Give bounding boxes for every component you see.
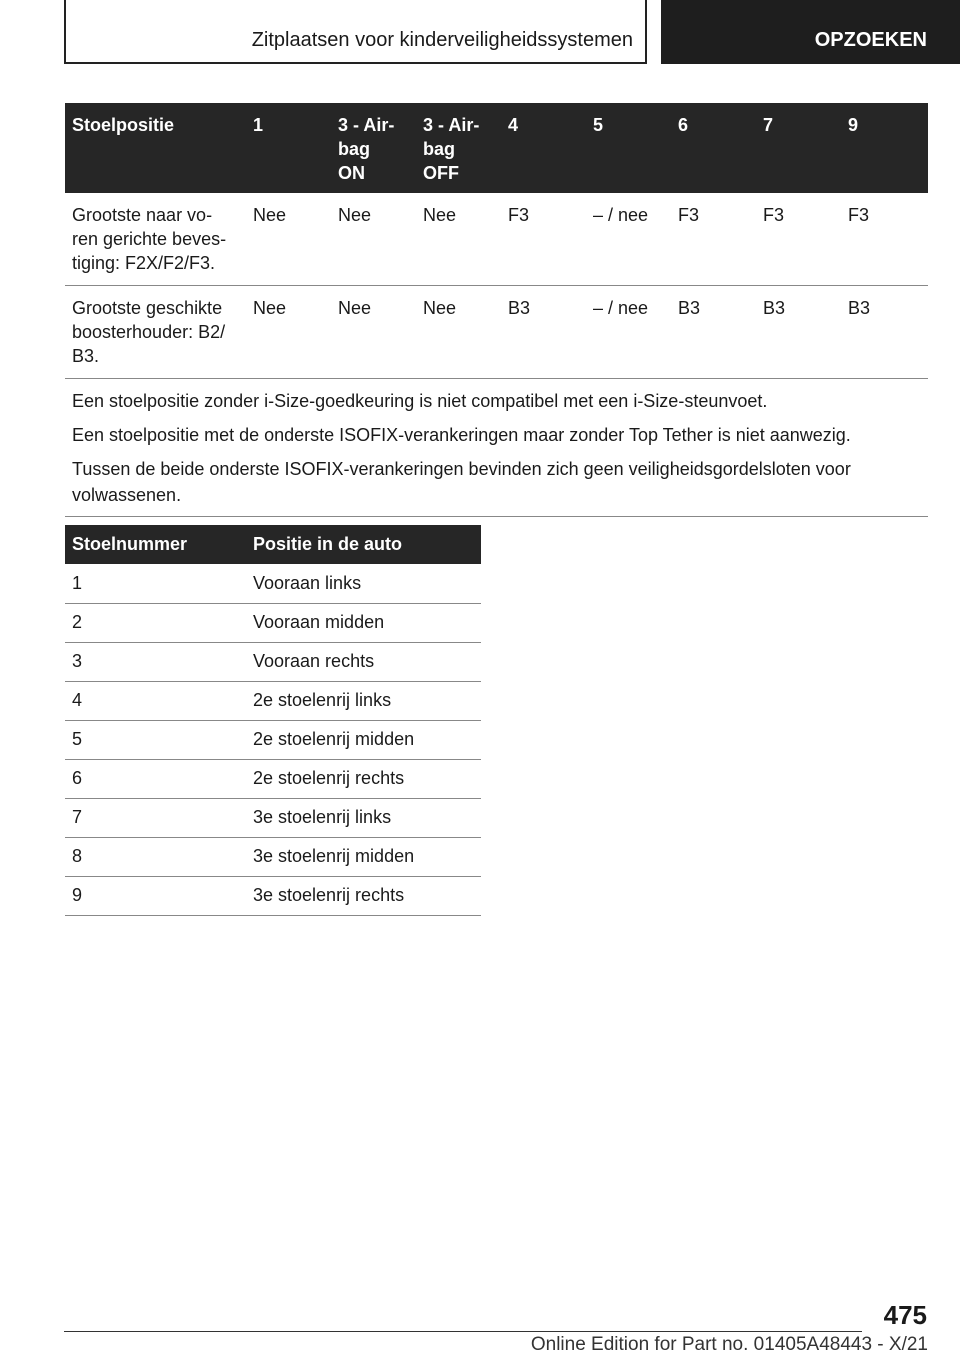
column-header: Stoelpositie [65,103,246,193]
seat-number: 9 [65,876,246,915]
table-row [65,681,481,720]
footer-divider [64,1331,862,1332]
section-title: Zitplaatsen voor kinderveiligheidssystemen [251,29,633,51]
opzoeken-tab-label: OPZOEKEN [814,29,927,51]
seat-number: 3 [65,642,246,681]
seat-number: 7 [65,798,246,837]
seat-number: 8 [65,837,246,876]
seat-number: 4 [65,681,246,720]
table-notes [65,379,928,517]
table-row [65,876,481,915]
column-header: 7 [756,103,841,193]
edition-text: Online Edition for Part no. 01405A48443 - X/21 [530,1334,928,1355]
seat-position: 2e stoelenrij links [246,681,481,720]
note-text: Een stoelpositie zonder i-Size-goedkeuring is niet compatibel met een i-Size-steunvoet. [72,391,768,411]
table-row [65,193,928,286]
table-notes-row [65,379,928,517]
table-cell: B3 [841,286,928,379]
table-cell: Nee [246,193,331,286]
column-header: 9 [841,103,928,193]
section-header [64,0,647,64]
table-header-row [65,103,928,193]
opzoeken-tab[interactable] [661,0,960,64]
table-row [65,286,928,379]
seat-position: 3e stoelenrij midden [246,837,481,876]
table-row [65,603,481,642]
seat-number: 1 [65,564,246,603]
column-header: 4 [501,103,586,193]
table-cell: B3 [501,286,586,379]
column-header: Positie in de auto [246,525,481,564]
seat-position: 3e stoelenrij links [246,798,481,837]
seat-position: 3e stoelenrij rechts [246,876,481,915]
seat-number: 6 [65,759,246,798]
table-cell: B3 [756,286,841,379]
table-cell: F3 [501,193,586,286]
table-cell: Nee [416,193,501,286]
seat-number: 2 [65,603,246,642]
column-header: Stoelnummer [65,525,246,564]
table-row [65,642,481,681]
table-row [65,837,481,876]
column-header: 1 [246,103,331,193]
table-cell: F3 [671,193,756,286]
table-cell: F3 [756,193,841,286]
seat-position: 2e stoelenrij midden [246,720,481,759]
seat-position: Vooraan links [246,564,481,603]
column-header: 6 [671,103,756,193]
note-text: Tussen de beide onderste ISOFIX-verankeringen bevinden zich geen veiligheidsgordelsloten voor volwassenen. [72,459,851,505]
table-cell: Grootste naar vo- ren gerichte beves- tiging: F2X/F2/F3. [65,193,246,286]
seat-position: 2e stoelenrij rechts [246,759,481,798]
table-cell: F3 [841,193,928,286]
seat-position: Vooraan midden [246,603,481,642]
column-header: 3 - Air- bag ON [331,103,416,193]
table-cell: – / nee [586,286,671,379]
note-text: Een stoelpositie met de onderste ISOFIX-verankeringen maar zonder Top Tether is niet aanwezig. [72,425,851,445]
column-header: 3 - Air- bag OFF [416,103,501,193]
table-cell: Nee [416,286,501,379]
table-row [65,798,481,837]
table-cell: Nee [331,286,416,379]
table-cell: – / nee [586,193,671,286]
table-header-row [65,525,481,564]
seat-position-table [65,103,928,517]
column-header: 5 [586,103,671,193]
seat-number: 5 [65,720,246,759]
table-cell: Nee [331,193,416,286]
seat-position: Vooraan rechts [246,642,481,681]
table-row [65,759,481,798]
table-row [65,564,481,603]
table-cell: Nee [246,286,331,379]
table-cell: Grootste geschikte boosterhouder: B2/ B3. [65,286,246,379]
page-number: 475 [883,1300,927,1330]
seat-number-table [65,525,481,916]
table-cell: B3 [671,286,756,379]
table-row [65,720,481,759]
